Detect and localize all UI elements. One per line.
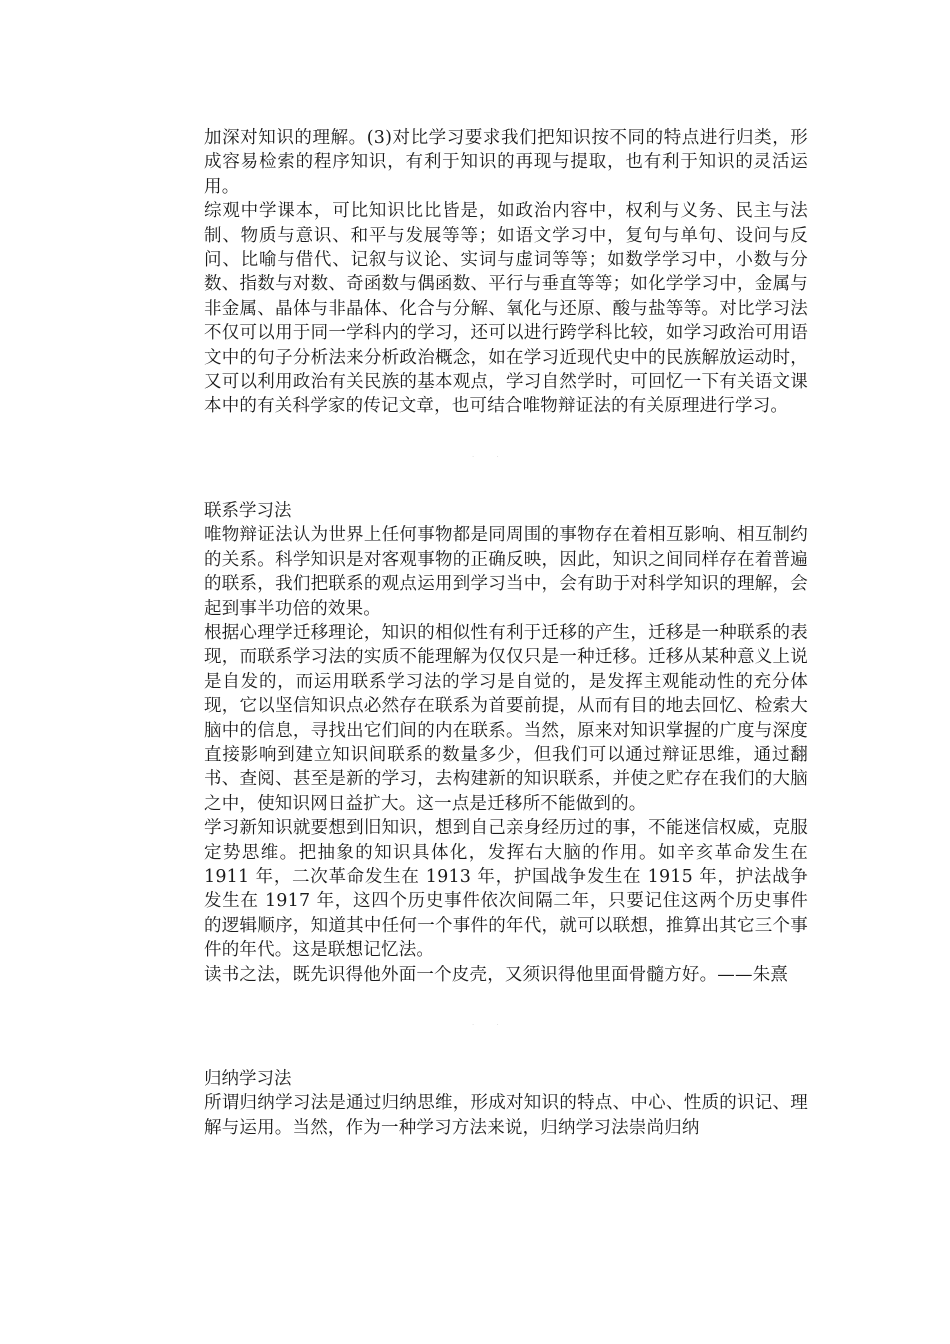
document-page (204, 126, 808, 1140)
section-heading: 归纳学习法 (204, 1069, 292, 1089)
section-connection-learning (204, 499, 808, 987)
paragraph: 根据心理学迁移理论，知识的相似性有利于迁移的产生，迁移是一种联系的表现，而联系学习法的实质不能理解为仅仅只是一种迁移。迁移从某种意义上说是自发的，而运用联系学习法的学习是自觉的，是发挥主观能动性的充分体现，它以坚信知识点必然存在联系为首要前提，从而有目的地去回忆、检索大脑中的信息，寻找出它们间的内在联系。当然，原来对知识掌握的广度与深度直接影响到建立知识间联系的数量多少，但我们可以通过辩证思维，通过翻书、查阅、甚至是新的学习，去构建新的知识联系，并使之贮存在我们的大脑之中，使知识网日益扩大。这一点是迁移所不能做到的。 (204, 622, 808, 814)
section-separator (204, 419, 808, 499)
section-separator (204, 987, 808, 1067)
section-heading: 联系学习法 (204, 500, 292, 521)
paragraph: 加深对知识的理解。(3)对比学习要求我们把知识按不同的特点进行归类，形成容易检索的程序知识，有利于知识的再现与提取，也有利于知识的灵活运用。 (204, 128, 808, 197)
paragraph: 学习新知识就要想到旧知识，想到自己亲身经历过的事，不能迷信权威，克服定势思维。把抽象的知识具体化，发挥右大脑的作用。如辛亥革命发生在 1911 年，二次革命发生在 1913 年，护国战争发生在 1915 年，护法战争发生在 1917 年，这四个历史事件依次间隔二年，只要记住这两个历史事件的逻辑顺序，知道其中任何一个事件的年代，就可以联想，推算出其它三个事件的年代。这是联想记忆法。 (204, 818, 808, 961)
paragraph: 唯物辩证法认为世界上任何事物都是同周围的事物存在着相互影响、相互制约的关系。科学知识是对客观事物的正确反映，因此，知识之间同样存在着普遍的联系，我们把联系的观点运用到学习当中，会有助于对科学知识的理解，会起到事半功倍的效果。 (204, 525, 808, 619)
section-induction-learning (204, 1067, 808, 1140)
section-comparison-learning (204, 126, 808, 419)
separator-mark: · · (472, 1021, 509, 1029)
quote-paragraph: 读书之法，既先识得他外面一个皮壳，又须识得他里面骨髓方好。——朱熹 (204, 964, 789, 985)
paragraph: 所谓归纳学习法是通过归纳思维，形成对知识的特点、中心、性质的识记、理解与运用。当然，作为一种学习方法来说，归纳学习法崇尚归纳 (204, 1093, 808, 1138)
separator-mark: · · (472, 452, 509, 461)
paragraph: 综观中学课本，可比知识比比皆是，如政治内容中，权利与义务、民主与法制、物质与意识、和平与发展等等；如语文学习中，复句与单句、设问与反问、比喻与借代、记叙与议论、实词与虚词等等；如数学学习中，小数与分数、指数与对数、奇函数与偶函数、平行与垂直等等；如化学学习中，金属与非金属、晶体与非晶体、化合与分解、氧化与还原、酸与盐等等。对比学习法不仅可以用于同一学科内的学习，还可以进行跨学科比较，如学习政治可用语文中的句子分析法来分析政治概念，如在学习近现代史中的民族解放运动时，又可以利用政治有关民族的基本观点，学习自然学时，可回忆一下有关语文课本中的有关科学家的传记文章，也可结合唯物辩证法的有关原理进行学习。 (204, 201, 808, 417)
